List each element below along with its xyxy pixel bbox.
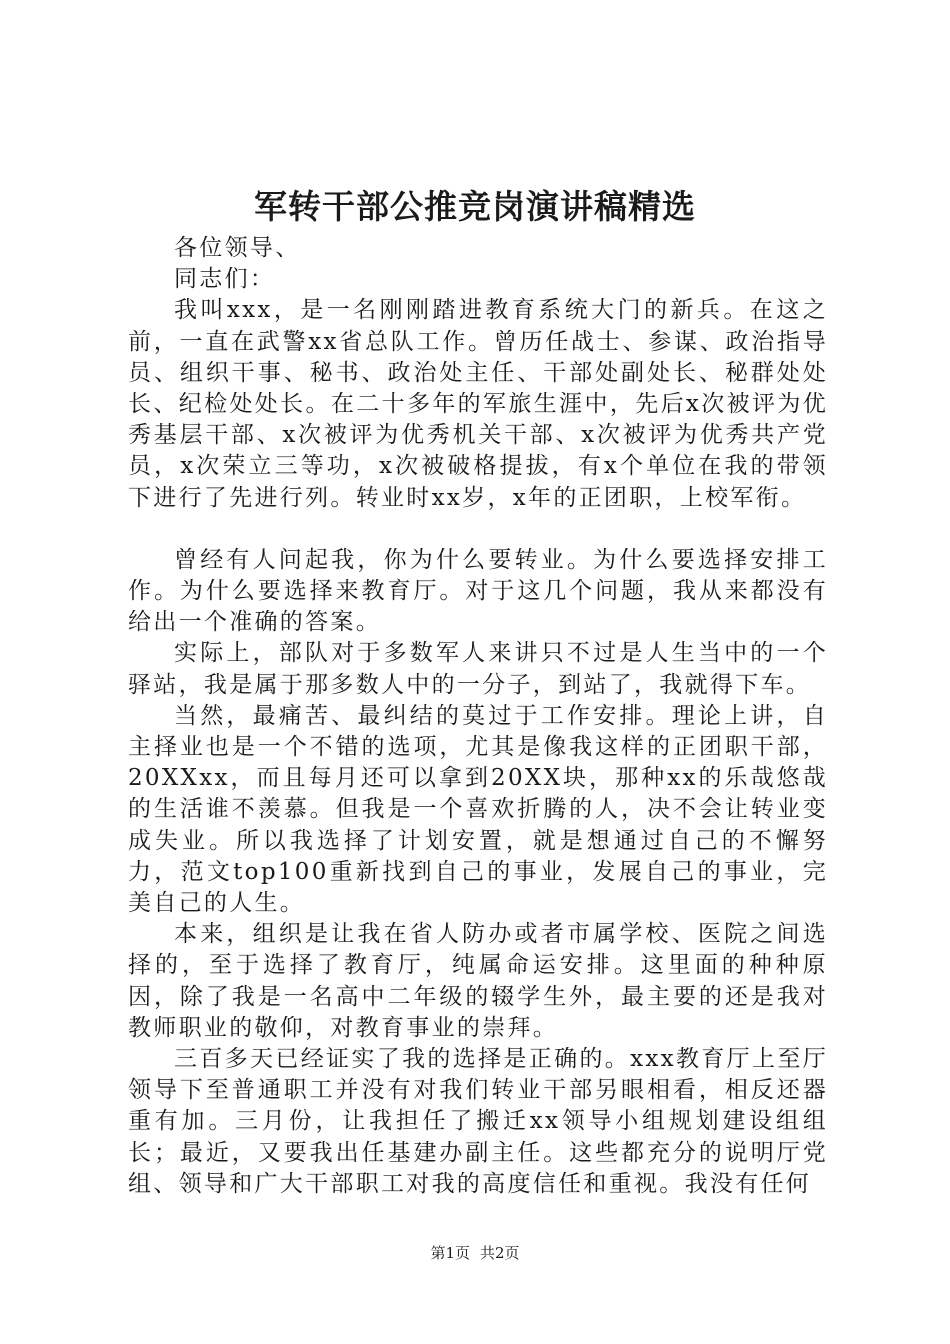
body-paragraph: 实际上，部队对于多数军人来讲只不过是人生当中的一个驿站，我是属于那多数人中的一分子，到站了，我就得下车。 xyxy=(128,640,828,698)
body-paragraph: 本来，组织是让我在省人防办或者市属学校、医院之间选择的，至于选择了教育厅，纯属命运安排。这里面的种种原因，除了我是一名高中二年级的辍学生外，最主要的还是我对教师职业的敬仰，对教育事业的崇拜。 xyxy=(128,921,828,1041)
body-paragraph: 当然，最痛苦、最纠结的莫过于工作安排。理论上讲，自主择业也是一个不错的选项，尤其是像我这样的正团职干部，20XXxx，而且每月还可以拿到20XX块，那种xx的乐哉悠哉的生活谁不羡慕。但我是一个喜欢折腾的人，决不会让转业变成失业。所以我选择了计划安置，就是想通过自己的不懈努力，范文top100重新找到自己的事业，发展自己的事业，完美自己的人生。 xyxy=(128,702,828,917)
page-number: 第1页 xyxy=(430,1244,470,1262)
salutation-line: 同志们： xyxy=(174,266,276,293)
page-footer xyxy=(0,1243,950,1263)
body-paragraph: 我叫xxx，是一名刚刚踏进教育系统大门的新兵。在这之前，一直在武警xx省总队工作。曾历任战士、参谋、政治指导员、组织干事、秘书、政治处主任、干部处副处长、秘群处处长、纪检处处长。在二十多年的军旅生涯中，先后x次被评为优秀基层干部、x次被评为优秀机关干部、x次被评为优秀共产党员，x次荣立三等功，x次被破格提拔，有x个单位在我的带领下进行了先进行列。转业时xx岁，x年的正团职，上校军衔。 xyxy=(128,297,828,511)
salutation-line: 各位领导、 xyxy=(174,235,301,261)
body-paragraph: 曾经有人问起我，你为什么要转业。为什么要选择安排工作。为什么要选择来教育厅。对于这几个问题，我从来都没有给出一个准确的答案。 xyxy=(128,546,828,636)
document-body xyxy=(128,233,828,1200)
page-total: 共2页 xyxy=(480,1244,520,1262)
body-paragraph: 三百多天已经证实了我的选择是正确的。xxx教育厅上至厅领导下至普通职工并没有对我们转业干部另眼相看，相反还器重有加。三月份，让我担任了搬迁xx领导小组规划建设组组长；最近，又要我出任基建办副主任。这些都充分的说明厅党组、领导和广大干部职工对我的高度信任和重视。我没有任何 xyxy=(128,1046,828,1197)
document-title: 军转干部公推竞岗演讲稿精选 xyxy=(254,187,696,226)
